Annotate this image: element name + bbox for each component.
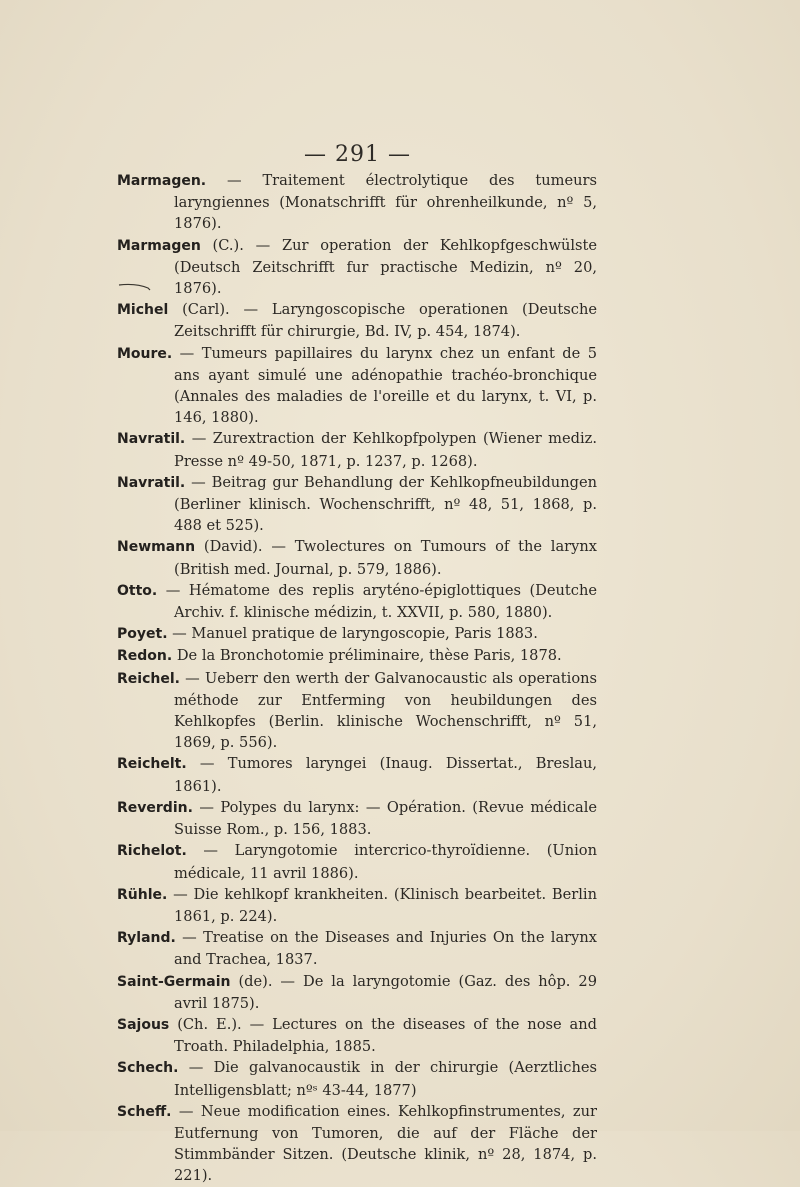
bibliography-entry (117, 668, 597, 754)
entry-author: Richelot. (117, 843, 187, 860)
entry-text: — Ueberr den werth der Galvanocaustic als operations méthode zur Entferming von heubildungen des Kehlkopfes (Berlin. klinische Wochenschrifft, nº 51, 1869, p. 556). (174, 669, 597, 752)
bibliography-entry (117, 235, 597, 300)
entry-text: — Polypes du larynx: — Opération. (Revue médicale Suisse Rom., p. 156, 1883. (174, 798, 597, 839)
bibliography-entry (117, 472, 597, 537)
entry-text: (David). — Twolectures on Tumours of the larynx (British med. Journal, p. 579, 1886). (174, 538, 597, 578)
entry-text: (de). — De la laryngotomie (Gaz. des hôp. 29 avril 1875). (174, 972, 597, 1012)
entry-text: — Neue modification eines. Kehlkopfinstrumentes, zur Eutfernung von Tumoren, die auf der Fläche der Stimmbänder Sitzen. (Deutsche klinik, nº 28, 1874, p. 221). (171, 1102, 597, 1185)
entry-text: De la Bronchotomie préliminaire, thèse Paris, 1878. (172, 647, 562, 665)
entry-author: Schech. (117, 1060, 179, 1077)
page-number: — 291 — (304, 142, 411, 167)
entry-text: — Tumores laryngei (Inaug. Dissertat., Breslau, 1861). (174, 755, 597, 795)
entry-author: Reichel. (117, 670, 180, 687)
bibliography-entry (117, 623, 597, 645)
entry-author: Sajous (117, 1016, 170, 1033)
bibliography-entry (117, 645, 597, 667)
entry-author: Marmagen (117, 237, 201, 254)
entry-author: Poyet. (117, 626, 168, 643)
entry-text: — Laryngotomie intercrico-thyroïdienne. (Union médicale, 11 avril 1886). (174, 842, 597, 882)
entry-text: — Traitement électrolytique des tumeurs laryngiennes (Monatschrifft für ohrenheilkunde, nº 5, 1876). (174, 172, 597, 233)
entry-text: — Zurextraction der Kehlkopfpolypen (Wiener mediz. Presse nº 49-50, 1871, p. 1237, p. 1268). (174, 430, 597, 470)
entry-author: Scheff. (117, 1103, 172, 1120)
entry-text: — Manuel pratique de laryngoscopie, Paris 1883. (167, 625, 538, 643)
entry-author: Otto. (117, 582, 158, 599)
bibliography-entry (117, 797, 597, 840)
bibliography-entry (117, 1014, 597, 1057)
entry-author: Redon. (117, 648, 173, 665)
bibliography-list (117, 170, 597, 1187)
entry-text: — Hématome des replis aryténo-épiglottiques (Deutche Archiv. f. klinische médizin, t. XXVII, p. 580, 1880). (157, 581, 597, 622)
bibliography-entry (117, 971, 597, 1014)
entry-author: Navratil. (117, 474, 186, 491)
entry-author: Saint-Germain (117, 973, 231, 990)
entry-text: — Die galvanocaustik in der chirurgie (Aerztliches Intelligensblatt; nºˢ 43-44, 1877) (174, 1059, 597, 1099)
entry-author: Moure. (117, 345, 173, 362)
entry-author: Michel (117, 302, 169, 319)
bibliography-entry (117, 428, 597, 471)
bibliography-entry (117, 536, 597, 579)
bibliography-entry (117, 343, 597, 429)
entry-text: (C.). — Zur operation der Kehlkopfgeschwülste (Deutsch Zeitschrifft fur practische Medizin, nº 20, 1876). (174, 236, 597, 298)
entry-author: Reichelt. (117, 756, 187, 773)
entry-author: Marmagen. (117, 173, 207, 189)
entry-author: Ryland. (117, 930, 176, 947)
entry-text: — Beitrag gur Behandlung der Kehlkopfneubildungen (Berliner klinisch. Wochenschrifft, nº 48, 51, 1868, p. 488 et 525). (174, 473, 597, 535)
entry-author: Navratil. (117, 431, 186, 448)
bibliography-entry (117, 1057, 597, 1100)
bibliography-entry (117, 840, 597, 883)
bibliography-entry (117, 884, 597, 927)
entry-text: — Tumeurs papillaires du larynx chez un enfant de 5 ans ayant simulé une adénopathie trachéo-bronchique (Annales des maladies de l'oreille et du larynx, t. VI, p. 146, 1880). (172, 344, 597, 427)
bibliography-entry (117, 753, 597, 796)
entry-text: (Carl). — Laryngoscopische operationen (Deutsche Zeitschrifft für chirurgie, Bd. IV, p. 454, 1874). (168, 301, 597, 341)
bibliography-entry (117, 1101, 597, 1187)
entry-text: (Ch. E.). — Lectures on the diseases of the nose and Troath. Philadelphia, 1885. (169, 1015, 597, 1056)
entry-author: Newmann (117, 539, 196, 556)
bibliography-entry (117, 299, 597, 342)
bibliography-entry (117, 927, 597, 970)
bibliography-entry (117, 580, 597, 623)
entry-text: — Treatise on the Diseases and Injuries On the larynx and Trachea, 1837. (174, 929, 597, 969)
entry-author: Reverdin. (117, 799, 193, 816)
entry-text: — Die kehlkopf krankheiten. (Klinisch bearbeitet. Berlin 1861, p. 224). (167, 885, 597, 925)
bibliography-entry (117, 170, 597, 235)
entry-author: Rühle. (117, 886, 168, 903)
